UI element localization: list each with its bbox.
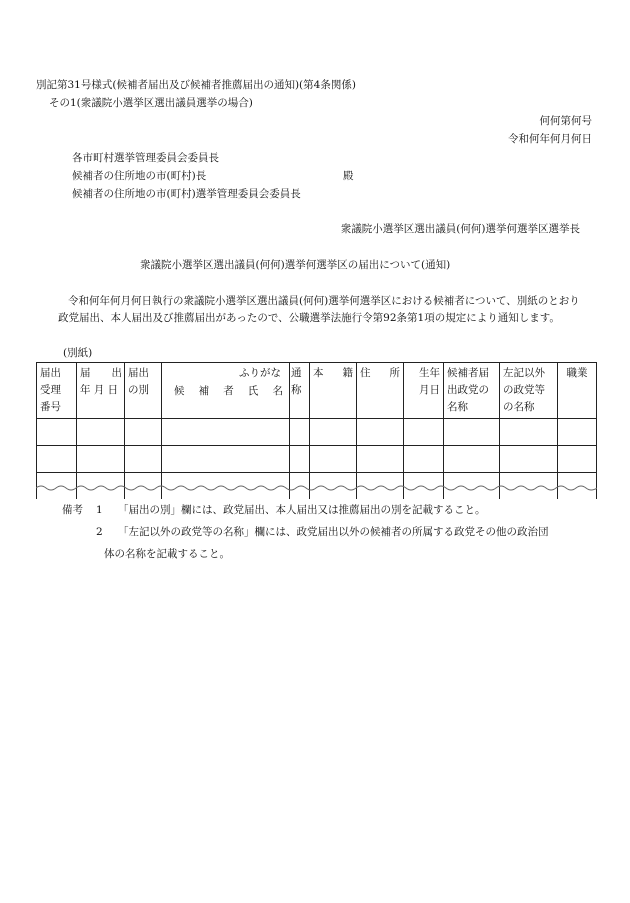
remark-2-number: 2 — [96, 526, 103, 538]
header-nominating-party: 候補者届 出政党の 名称 — [444, 363, 500, 419]
header-receipt-number: 届出 受理 番号 — [37, 363, 77, 419]
body-text: 令和何年何月何日執行の衆議院小選挙区選出議員(何何)選挙何選挙区における候補者について、別紙のとおり政党届出、本人届出及び推薦届出があったので、公職選挙法施行令第92条第1項の規定により通知します。 — [58, 295, 580, 324]
header-birth-date: 生年 月日 — [404, 363, 444, 419]
header-other-party: 左記以外 の政党等 の名称 — [500, 363, 558, 419]
remark-1-text: 「届出の別」欄には、政党届出、本人届出又は推薦届出の別を記載すること。 — [118, 504, 486, 516]
form-subtitle: その1(衆議院小選挙区選出議員選挙の場合) — [49, 97, 253, 109]
form-title: 別記第31号様式(候補者届出及び候補者推薦届出の通知)(第4条関係) — [36, 79, 356, 91]
body-paragraph — [58, 293, 586, 327]
document-date: 令和何年何月何日 — [508, 133, 592, 145]
table-row — [37, 419, 597, 446]
remark-2-text: 「左記以外の政党等の名称」欄には、政党届出以外の候補者の所属する政党その他の政治団 — [118, 526, 549, 538]
sender: 衆議院小選挙区選出議員(何何)選挙何選挙区選挙長 — [340, 223, 580, 235]
addressee-1: 各市町村選挙管理委員会委員長 — [72, 152, 219, 164]
header-registered-domicile: 本 籍 — [310, 363, 357, 419]
header-filing-type: 届出 の別 — [125, 363, 162, 419]
remarks-label: 備考 — [62, 504, 83, 516]
remark-2-continuation: 体の名称を記載すること。 — [104, 548, 230, 560]
table-row — [37, 446, 597, 473]
remark-1-number: 1 — [96, 504, 103, 516]
attachment-label: (別紙) — [63, 347, 93, 359]
candidate-table — [36, 362, 597, 499]
table-header-row — [37, 363, 597, 419]
table-break-line — [36, 484, 597, 492]
document-number: 何何第何号 — [539, 115, 592, 127]
subject: 衆議院小選挙区選出議員(何何)選挙何選挙区の届出について(通知) — [140, 259, 451, 271]
addressee-2: 候補者の住所地の市(町村)長 — [72, 170, 207, 182]
header-address: 住 所 — [357, 363, 404, 419]
header-alias: 通 称 — [290, 363, 310, 419]
honorific: 殿 — [343, 170, 354, 182]
header-occupation: 職業 — [558, 363, 597, 419]
header-filing-date: 届 出 年 月 日 — [77, 363, 125, 419]
header-candidate-name: ふりがな 候 補 者 氏 名 — [162, 363, 290, 419]
addressee-3: 候補者の住所地の市(町村)選挙管理委員会委員長 — [72, 188, 301, 200]
